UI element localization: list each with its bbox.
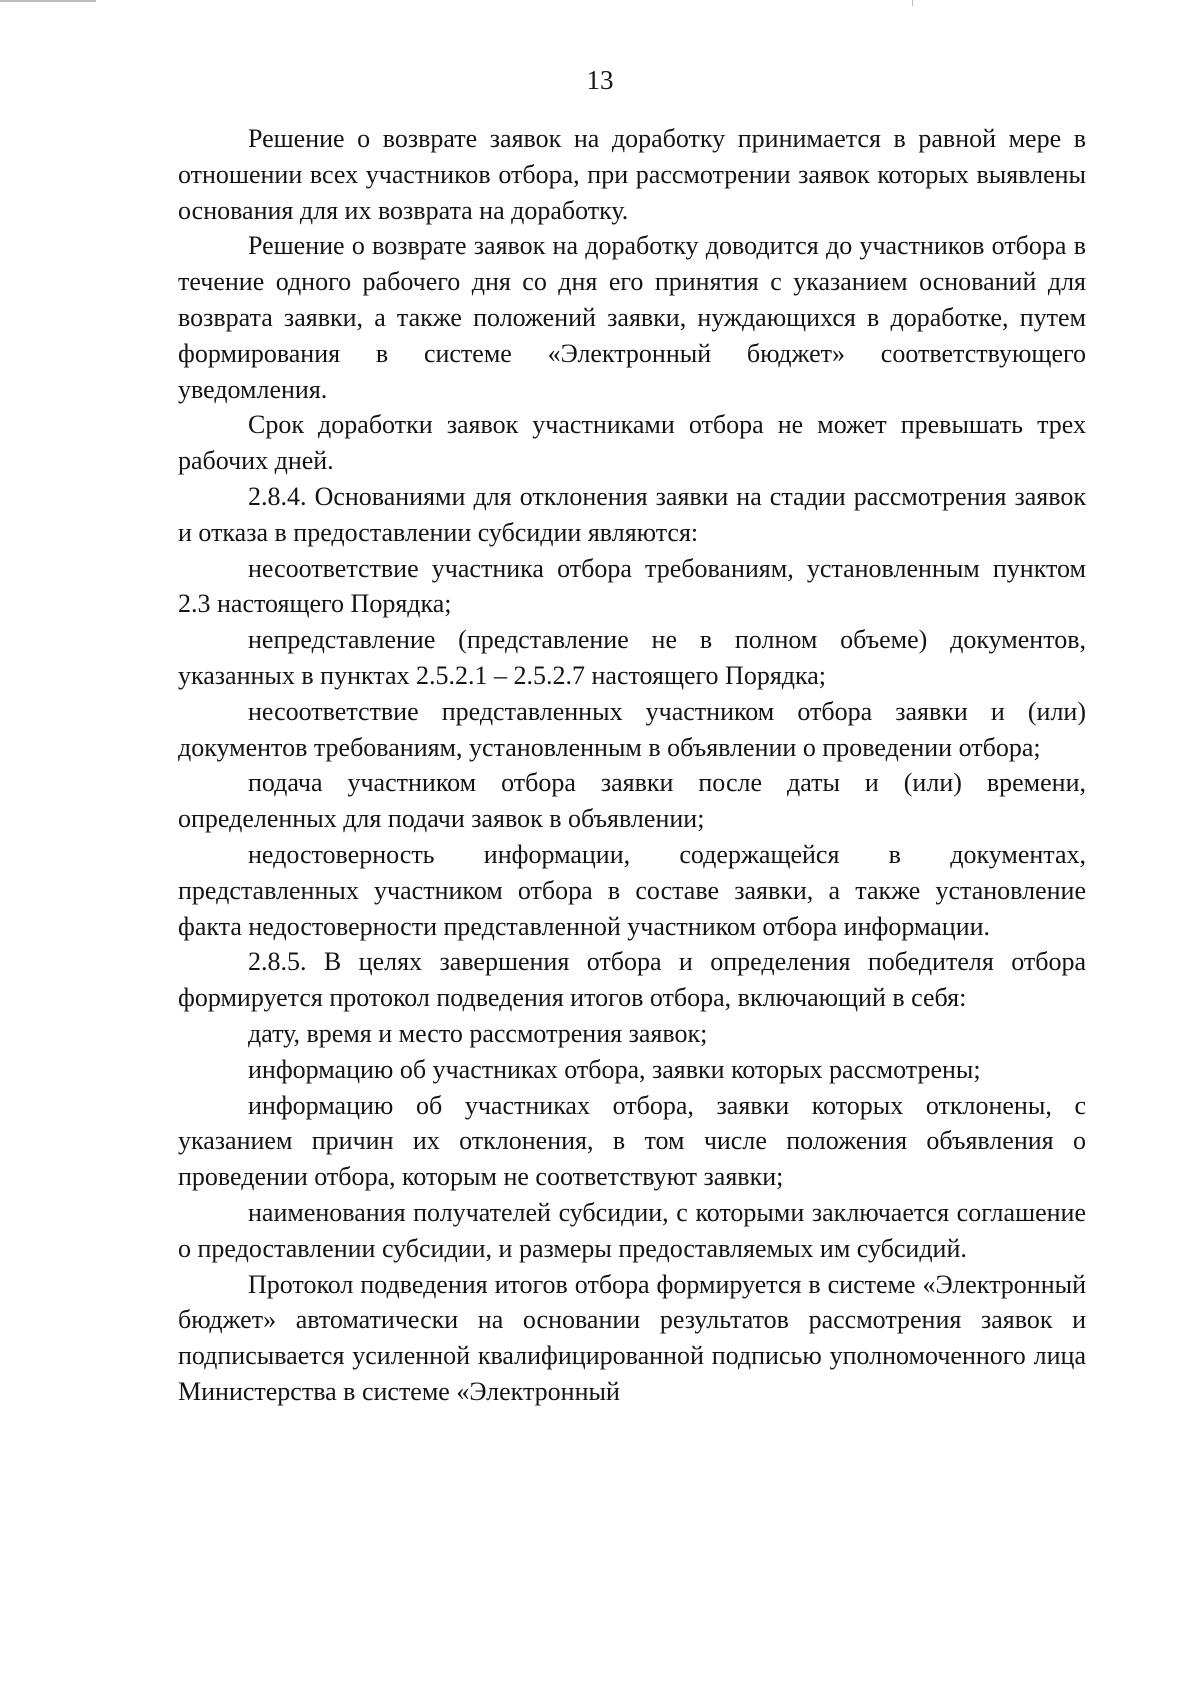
paragraph-return-decision: Решение о возврате заявок на доработку принимается в равной мере в отношении всех участников отбора, при рассмотрении заявок которых выявлены основания для их возврата на доработку. <box>178 124 1086 225</box>
paragraph-protocol-reviewed-participants: информацию об участниках отбора, заявки которых рассмотрены; <box>248 1054 981 1084</box>
paragraph-2-8-5-protocol: 2.8.5. В целях завершения отбора и определения победителя отбора формируется протокол подведения итогов отбора, включающий в себя: <box>178 947 1086 1013</box>
paragraph-ground-missing-documents: непредставление (представление не в полном объеме) документов, указанных в пунктах 2.5.2.1 – 2.5.2.7 настоящего Порядка; <box>178 625 1086 690</box>
paragraph-return-notification: Решение о возврате заявок на доработку доводится до участников отбора в течение одного рабочего дня со дня его принятия с указанием оснований для возврата заявки, а также положений заявки, нуждающихся в доработке, путем формирования в системе «Электронный бюджет» соответствующего уведомления. <box>178 231 1086 404</box>
paragraph-protocol-recipients: наименования получателей субсидии, с которыми заключается соглашение о предоставлении субсидии, и размеры предоставляемых им субсидий. <box>178 1197 1086 1263</box>
page-number: 13 <box>586 65 614 95</box>
scan-edge-mark-top-right <box>912 0 913 6</box>
paragraph-revision-deadline: Срок доработки заявок участниками отбора не может превышать трех рабочих дней. <box>178 410 1086 476</box>
paragraph-2-8-4-rejection-grounds: 2.8.4. Основаниями для отклонения заявки на стадии рассмотрения заявок и отказа в предоставлении субсидии являются: <box>178 481 1086 547</box>
paragraph-protocol-rejected-participants: информацию об участниках отбора, заявки которых отклонены, с указанием причин их отклонения, в том числе положения объявления о проведении отбора, которым не соответствуют заявки; <box>178 1090 1086 1192</box>
paragraph-protocol-signing: Протокол подведения итогов отбора формируется в системе «Электронный бюджет» автоматически на основании результатов рассмотрения заявок и подписывается усиленной квалифицированной подписью уполномоченного лица Министерства в системе «Электронный <box>178 1269 1086 1406</box>
document-body <box>178 121 1086 1410</box>
paragraph-ground-nonconformity-participant: несоответствие участника отбора требованиям, установленным пунктом 2.3 настоящего Порядка; <box>178 553 1086 619</box>
paragraph-ground-false-information: недостоверность информации, содержащейся в документах, представленных участником отбора в составе заявки, а также установление факта недостоверности представленной участником отбора информации. <box>178 839 1086 941</box>
scan-edge-mark-top-left <box>0 0 96 2</box>
paragraph-protocol-date-time-place: дату, время и место рассмотрения заявок; <box>248 1018 708 1048</box>
paragraph-ground-late-submission: подача участником отбора заявки после даты и (или) времени, определенных для подачи заявок в объявлении; <box>178 768 1086 834</box>
paragraph-ground-nonconforming-application: несоответствие представленных участником отбора заявки и (или) документов требованиям, установленным в объявлении о проведении отбора; <box>178 696 1086 762</box>
